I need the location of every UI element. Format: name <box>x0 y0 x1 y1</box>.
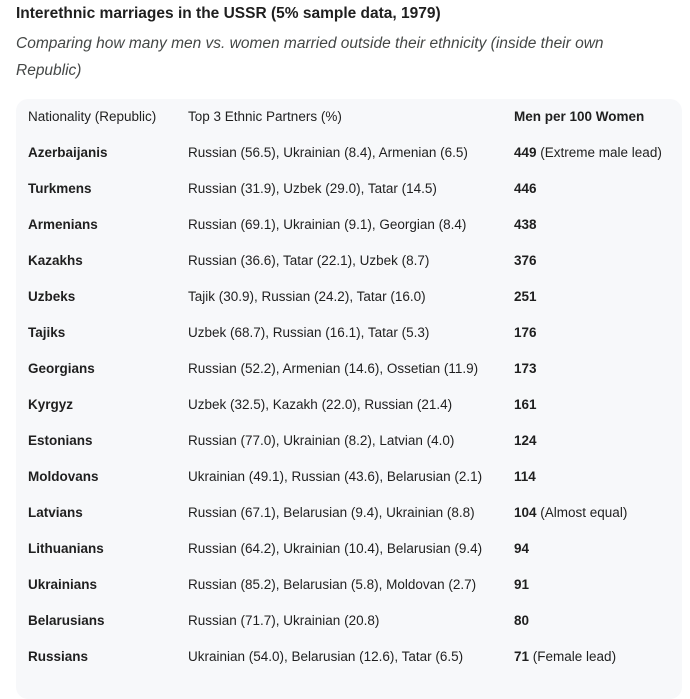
partners-cell: Russian (64.2), Ukrainian (10.4), Belarusian (9.4) <box>188 541 483 556</box>
ratio-value: 114 <box>514 469 536 484</box>
ratio-cell <box>514 135 662 171</box>
ratio-cell <box>514 243 537 279</box>
partners-cell: Tajik (30.9), Russian (24.2), Tatar (16.0) <box>188 289 426 304</box>
table-row <box>16 495 682 531</box>
nationality-cell: Armenians <box>28 217 98 232</box>
ratio-note: (Almost equal) <box>536 505 628 520</box>
ratio-cell <box>514 603 529 639</box>
nationality-cell: Georgians <box>28 361 95 376</box>
partners-cell: Russian (56.5), Ukrainian (8.4), Armenian (6.5) <box>188 145 468 160</box>
partners-cell: Russian (67.1), Belarusian (9.4), Ukrainian (8.8) <box>188 505 475 520</box>
nationality-cell: Estonians <box>28 433 93 448</box>
table-row <box>16 639 682 675</box>
nationality-cell: Latvians <box>28 505 83 520</box>
ratio-note: (Extreme male lead) <box>536 145 662 160</box>
partners-cell: Russian (31.9), Uzbek (29.0), Tatar (14.5) <box>188 181 437 196</box>
ratio-cell <box>514 171 537 207</box>
nationality-cell: Kazakhs <box>28 253 83 268</box>
ratio-value: 94 <box>514 541 530 556</box>
ratio-value: 446 <box>514 181 537 196</box>
ratio-cell <box>514 459 536 495</box>
partners-cell: Ukrainian (54.0), Belarusian (12.6), Tatar (6.5) <box>188 649 464 664</box>
partners-cell: Ukrainian (49.1), Russian (43.6), Belarusian (2.1) <box>188 469 483 484</box>
ratio-value: 80 <box>514 613 530 628</box>
table-row <box>16 459 682 495</box>
ratio-value: 251 <box>514 289 537 304</box>
nationality-cell: Russians <box>28 649 89 664</box>
ratio-cell <box>514 567 529 603</box>
ratio-cell <box>514 279 537 315</box>
partners-cell: Uzbek (32.5), Kazakh (22.0), Russian (21.4) <box>188 397 453 412</box>
partners-cell: Russian (71.7), Ukrainian (20.8) <box>188 613 380 628</box>
nationality-cell: Ukrainians <box>28 577 98 592</box>
table-header <box>16 99 682 135</box>
page-title: Interethnic marriages in the USSR (5% sample data, 1979) <box>16 5 441 22</box>
ratio-cell <box>514 639 616 675</box>
partners-cell: Russian (85.2), Belarusian (5.8), Moldovan (2.7) <box>188 577 477 592</box>
ratio-value: 91 <box>514 577 530 592</box>
nationality-cell: Uzbeks <box>28 289 76 304</box>
ratio-value: 376 <box>514 253 537 268</box>
ratio-value: 124 <box>514 433 537 448</box>
header-partners: Top 3 Ethnic Partners (%) <box>188 109 342 124</box>
nationality-cell: Kyrgyz <box>28 397 74 412</box>
ratio-cell <box>514 423 537 459</box>
table-row <box>16 423 682 459</box>
ratio-value: 71 <box>514 649 530 664</box>
partners-cell: Uzbek (68.7), Russian (16.1), Tatar (5.3) <box>188 325 430 340</box>
ratio-cell <box>514 495 627 531</box>
ratio-value: 161 <box>514 397 537 412</box>
marriage-table <box>16 99 682 699</box>
table-row <box>16 531 682 567</box>
header-ratio: Men per 100 Women <box>514 109 645 124</box>
table-row <box>16 207 682 243</box>
partners-cell: Russian (36.6), Tatar (22.1), Uzbek (8.7) <box>188 253 430 268</box>
header-nationality: Nationality (Republic) <box>28 109 157 124</box>
partners-cell: Russian (69.1), Ukrainian (9.1), Georgian (8.4) <box>188 217 467 232</box>
nationality-cell: Turkmens <box>28 181 92 196</box>
ratio-value: 438 <box>514 217 537 232</box>
ratio-cell <box>514 531 529 567</box>
ratio-value: 176 <box>514 325 537 340</box>
partners-cell: Russian (52.2), Armenian (14.6), Ossetian (11.9) <box>188 361 479 376</box>
table-row <box>16 603 682 639</box>
table-row <box>16 135 682 171</box>
ratio-value: 173 <box>514 361 537 376</box>
ratio-cell <box>514 315 537 351</box>
nationality-cell: Moldovans <box>28 469 99 484</box>
page-subtitle: Comparing how many men vs. women married outside their ethnicity (inside their own Republic) <box>16 35 604 79</box>
nationality-cell: Azerbaijanis <box>28 145 108 160</box>
ratio-cell <box>514 351 537 387</box>
table-row <box>16 315 682 351</box>
partners-cell: Russian (77.0), Ukrainian (8.2), Latvian (4.0) <box>188 433 455 448</box>
table-row <box>16 351 682 387</box>
ratio-note: (Female lead) <box>529 649 617 664</box>
ratio-cell <box>514 387 537 423</box>
table-row <box>16 567 682 603</box>
ratio-value: 104 <box>514 505 537 520</box>
table-row <box>16 279 682 315</box>
table-row <box>16 243 682 279</box>
ratio-cell <box>514 207 537 243</box>
nationality-cell: Tajiks <box>28 325 66 340</box>
table-row <box>16 171 682 207</box>
ratio-value: 449 <box>514 145 537 160</box>
table-row <box>16 387 682 423</box>
nationality-cell: Lithuanians <box>28 541 104 556</box>
nationality-cell: Belarusians <box>28 613 105 628</box>
